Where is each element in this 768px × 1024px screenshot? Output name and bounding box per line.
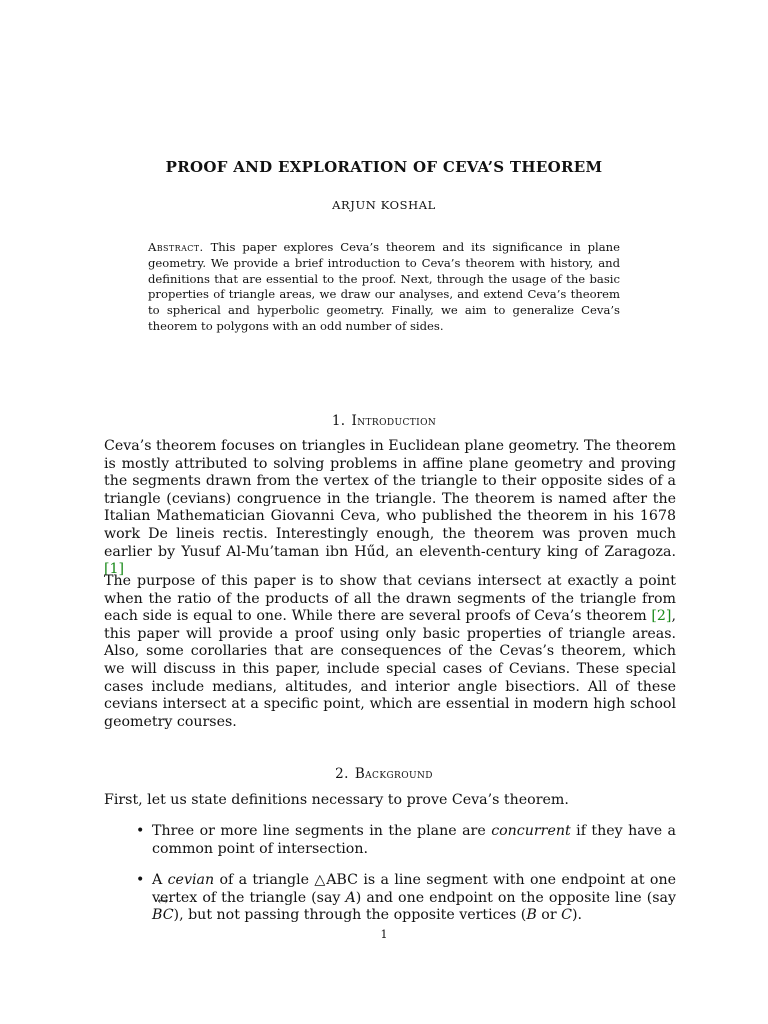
abstract-label: Abstract. xyxy=(148,240,204,254)
citation-link-2[interactable]: [2] xyxy=(651,608,672,625)
section-number: 2. xyxy=(335,766,349,782)
definition-list xyxy=(132,823,676,925)
intro-p1-text: Ceva’s theorem focuses on triangles in Euclidean plane geometry. The theorem is mostly attributed to solving problems in affine plane geometry and proving the segments drawn from the vertex of the triangle to their opposite sides of a triangle (cevians) congruence in the triangle. The theorem is named after the Italian Mathematician Giovanni Ceva, who published the theorem in his 1678 work De lineis rectis. Interestingly enough, the theorem was proven much earlier by Yusuf Al-Mu’taman ibn Hűd, an eleventh-century king of Zaragoza. xyxy=(104,438,676,560)
paper-title: PROOF AND EXPLORATION OF CEVA’S THEOREM xyxy=(165,158,603,176)
list-item: • A cevian of a triangle △ABC is a line segment with one endpoint at one vertex of the triangle (say A) and one endpoint on the opposite line (say ↔ BC), but not passing through the opposite vertices (B or C). xyxy=(132,872,676,925)
line-bc: ↔ BC xyxy=(152,907,174,925)
intro-paragraph-1 xyxy=(104,438,676,579)
abstract xyxy=(148,240,620,335)
bullet-icon: • xyxy=(136,872,145,889)
section-title: Background xyxy=(354,766,433,782)
var-b: B xyxy=(526,907,537,924)
section-heading-introduction xyxy=(0,413,768,429)
list-item: • Three or more line segments in the plane are concurrent if they have a common point of intersection. xyxy=(136,823,676,857)
term-concurrent: concurrent xyxy=(491,823,571,839)
paper-author: ARJUN KOSHAL xyxy=(332,198,436,212)
section-title: Introduction xyxy=(351,413,437,429)
section-number: 1. xyxy=(331,413,346,429)
abstract-text: This paper explores Ceva’s theorem and its significance in plane geometry. We provide a brief introduction to Ceva’s theorem with history, and definitions that are essential to the proof. Next, through the usage of the basic properties of triangle areas, we draw our analyses, and extend Ceva’s theorem to spherical and hyperbolic geometry. Finally, we aim to generalize Ceva’s theorem to polygons with an odd number of sides. xyxy=(148,240,620,333)
var-c: C xyxy=(561,907,572,924)
bullet-icon: • xyxy=(136,823,145,839)
intro-p2-text-a: The purpose of this paper is to show that cevians intersect at exactly a point when the ratio of the products of all the drawn segments of the triangle from each side is equal to one. While there are several proofs of Ceva’s theorem xyxy=(104,573,676,625)
term-cevian: cevian xyxy=(167,872,215,889)
citation-link-1[interactable]: [1] xyxy=(104,561,125,578)
background-lead: First, let us state definitions necessary to prove Ceva’s theorem. xyxy=(104,792,569,808)
section-heading-background xyxy=(0,766,768,782)
intro-p2-text-b: , this paper will provide a proof using only basic properties of triangle areas. Also, some corollaries that are consequences of the Cevas’s theorem, which we will discuss in this paper, include special cases of Cevians. These special cases include medians, altitudes, and interior angle bisectiors. All of these cevians intersect at a specific point, which are essential in modern high school geometry courses. xyxy=(104,608,676,730)
intro-paragraph-2 xyxy=(104,573,676,731)
var-a: A xyxy=(345,889,356,906)
page-number: 1 xyxy=(380,928,388,941)
